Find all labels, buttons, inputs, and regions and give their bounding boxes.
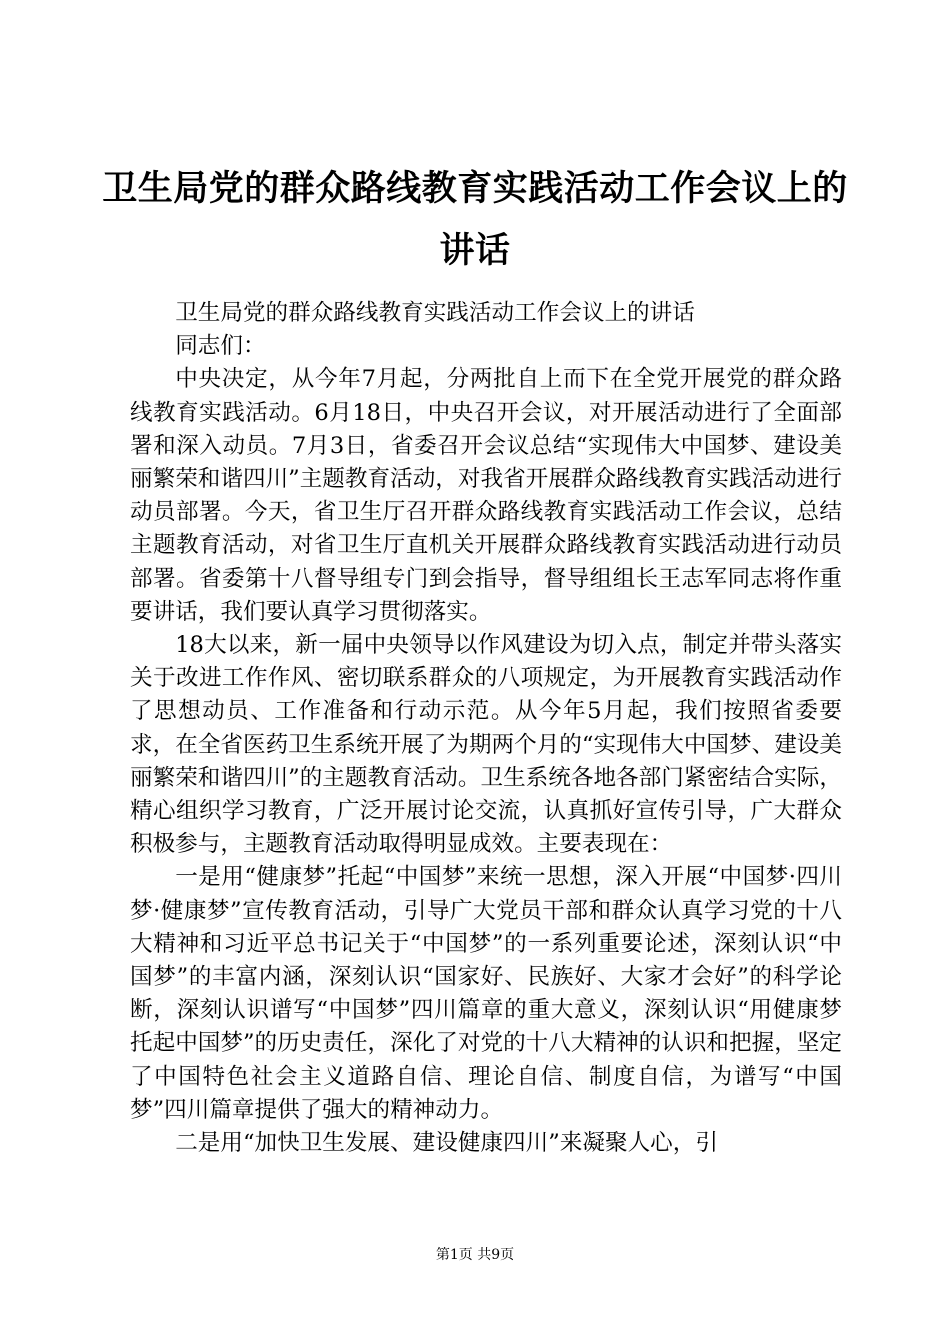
paragraph: 中央决定，从今年7月起，分两批自上而下在全党开展党的群众路线教育实践活动。6月18日，中央召开会议，对开展活动进行了全面部署和深入动员。7月3日，省委召开会议总结“实现伟大中国梦、建设美丽繁荣和谐四川”主题教育活动，对我省开展群众路线教育实践活动进行动员部署。今天，省卫生厅召开群众路线教育实践活动工作会议，总结主题教育活动，对省卫生厅直机关开展群众路线教育实践活动进行动员部署。省委第十八督导组专门到会指导，督导组组长王志军同志将作重要讲话，我们要认真学习贯彻落实。 — [130, 366, 842, 625]
salutation: 同志们： — [175, 333, 266, 360]
paragraph: 一是用“健康梦”托起“中国梦”来统一思想，深入开展“中国梦·四川梦·健康梦”宣传教育活动，引导广大党员干部和群众认真学习党的十八大精神和习近平总书记关于“中国梦”的一系列重要论述，深刻认识“中国梦”的丰富内涵，深刻认识“国家好、民族好、大家才会好”的科学论断，深刻认识谱写“中国梦”四川篇章的重大意义，深刻认识“用健康梦托起中国梦”的历史责任，深化了对党的十八大精神的认识和把握，坚定了中国特色社会主义道路自信、理论自信、制度自信，为谱写“中国梦”四川篇章提供了强大的精神动力。 — [130, 864, 842, 1123]
document-body — [130, 297, 842, 1160]
paragraph: 二是用“加快卫生发展、建设健康四川”来凝聚人心，引 — [175, 1130, 718, 1157]
paragraph: 18大以来，新一届中央领导以作风建设为切入点，制定并带头落实关于改进工作作风、密切联系群众的八项规定，为开展教育实践活动作了思想动员、工作准备和行动示范。从今年5月起，我们按照省委要求，在全省医药卫生系统开展了为期两个月的“实现伟大中国梦、建设美丽繁荣和谐四川”的主题教育活动。卫生系统各地各部门紧密结合实际，精心组织学习教育，广泛开展讨论交流，认真抓好宣传引导，广大群众积极参与，主题教育活动取得明显成效。主要表现在： — [130, 632, 842, 858]
subtitle-line: 卫生局党的群众路线教育实践活动工作会议上的讲话 — [175, 300, 695, 326]
page-footer: 第1页 共9页 — [435, 1247, 515, 1263]
document-title: 卫生局党的群众路线教育实践活动工作会议上的讲话 — [102, 169, 848, 271]
